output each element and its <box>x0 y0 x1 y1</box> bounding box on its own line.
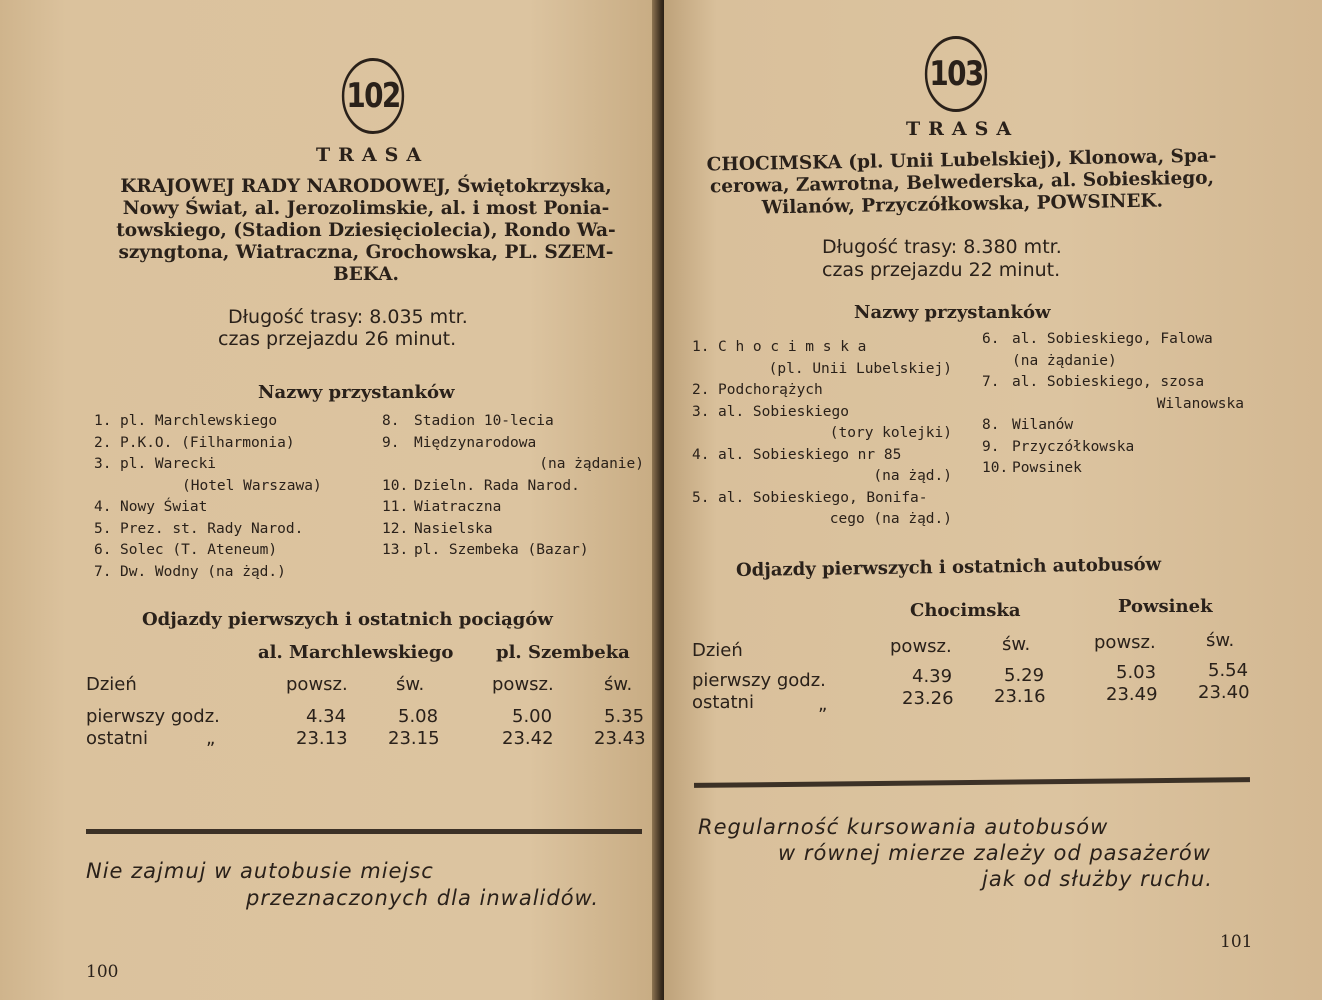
stop-item-continued: Wilanowska <box>1156 395 1244 412</box>
stop-item: 6. al. Sobieskiego, Falowa <box>982 331 1213 347</box>
route-number: 103 <box>929 54 983 94</box>
col-holiday: św. <box>604 674 633 695</box>
stop-item: 11. Wiatraczna <box>382 499 502 515</box>
col-holiday: św. <box>1206 630 1235 651</box>
route-line: towskiego, (Stadion Dziesięciolecia), Rondo Wa- <box>116 220 616 241</box>
stop-item: 13. pl. Szembeka (Bazar) <box>382 542 589 558</box>
route-length: Długość trasy: 8.035 mtr. <box>228 306 468 328</box>
right-page <box>664 0 1322 1000</box>
stop-item: 7. Dw. Wodny (na żąd.) <box>94 563 286 580</box>
route-length: Długość trasy: 8.380 mtr. <box>822 236 1062 258</box>
route-number: 102 <box>346 76 400 116</box>
stop-item: 6. Solec (T. Ateneum) <box>94 542 278 558</box>
time-cell: 23.13 <box>296 728 348 749</box>
col-holiday: św. <box>396 674 425 695</box>
time-cell: 5.35 <box>604 706 645 727</box>
time-cell: 23.26 <box>902 688 954 709</box>
stops-column-1 <box>94 411 374 583</box>
time-cell: 5.03 <box>1116 662 1157 683</box>
col-weekday: powsz. <box>890 636 952 657</box>
ditto-mark: „ <box>818 694 828 715</box>
col-weekday: powsz. <box>492 674 554 695</box>
col-day: Dzień <box>86 674 137 695</box>
stop-item: 10. Powsinek <box>982 460 1082 476</box>
stops-column-2 <box>982 329 1244 480</box>
route-number-badge <box>342 58 404 134</box>
note-line: Nie zajmuj w autobusie miejsc <box>86 859 434 883</box>
stops-title: Nazwy przystanków <box>258 382 455 403</box>
time-cell: 23.42 <box>502 728 554 749</box>
col-holiday: św. <box>1002 634 1031 655</box>
route-line: szyngtona, Wiatraczna, Grochowska, PL. SZEM- <box>118 242 614 263</box>
page-number: 101 <box>1220 932 1253 952</box>
stop-item: 5. Prez. st. Rady Narod. <box>94 520 304 537</box>
route-line: Wilanów, Przyczółkowska, POWSINEK. <box>761 190 1164 219</box>
col-weekday: powsz. <box>1094 632 1156 653</box>
stop-item: 4. Nowy Świat <box>94 499 208 515</box>
time-cell: 4.34 <box>306 706 347 727</box>
time-cell: 5.54 <box>1208 660 1249 681</box>
trasa-label: TRASA <box>906 118 1020 140</box>
page-number: 100 <box>86 962 119 982</box>
stop-item: 3. pl. Warecki <box>94 456 217 472</box>
time-cell: 23.16 <box>994 686 1046 707</box>
stop-item-continued: (na żądanie) <box>1012 352 1117 369</box>
ditto-mark: „ <box>206 728 216 749</box>
time-cell: 23.43 <box>594 728 646 749</box>
stop-item: 4. al. Sobieskiego nr 85 <box>692 446 902 463</box>
stop-item-continued: (tory kolejki) <box>829 425 952 441</box>
stop-item-continued: cego (na żąd.) <box>829 511 952 527</box>
departures-title: Odjazdy pierwszych i ostatnich autobusów <box>735 554 1162 581</box>
stop-item: 7. al. Sobieskiego, szosa <box>982 374 1205 390</box>
stop-item: 8. Stadion 10-lecia <box>382 413 554 429</box>
departures-title: Odjazdy pierwszych i ostatnich pociągów <box>142 609 553 630</box>
route-description <box>88 176 644 286</box>
stop-item-continued: (na żądanie) <box>539 456 644 472</box>
route-line: Nowy Świat, al. Jerozolimskie, al. i most Ponia- <box>122 198 610 219</box>
stop-item: 1. pl. Marchlewskiego <box>94 413 278 429</box>
stop-item-continued: (pl. Unii Lubelskiej) <box>768 360 952 377</box>
stop-item: 1. C h o c i m s k a <box>692 339 867 355</box>
stops-title: Nazwy przystanków <box>854 302 1051 323</box>
route-line: CHOCIMSKA (pl. Unii Lubelskiej), Klonowa, Spa- <box>706 145 1217 176</box>
stop-item: 9. Międzynarodowa <box>382 434 537 451</box>
route-number-badge <box>925 36 987 112</box>
stop-item-continued: (Hotel Warszawa) <box>182 477 322 494</box>
route-duration: czas przejazdu 26 minut. <box>218 328 457 350</box>
time-cell: 5.08 <box>398 706 439 727</box>
stop-item: 2. P.K.O. (Filharmonia) <box>94 434 295 451</box>
terminal-a: al. Marchlewskiego <box>258 642 454 663</box>
divider-rule <box>86 829 642 834</box>
row-last: ostatni <box>692 692 754 713</box>
time-cell: 4.39 <box>912 666 953 687</box>
route-line: KRAJOWEJ RADY NARODOWEJ, Świętokrzyska, <box>120 176 612 197</box>
time-cell: 23.40 <box>1198 682 1250 703</box>
row-first: pierwszy godz. <box>692 670 826 691</box>
time-cell: 5.29 <box>1004 665 1045 686</box>
stop-item: 2. Podchorążych <box>692 382 823 398</box>
stop-item: 9. Przyczółkowska <box>982 438 1135 455</box>
terminal-b: pl. Szembeka <box>496 642 630 663</box>
time-cell: 5.00 <box>512 706 553 727</box>
route-description <box>683 145 1240 221</box>
stop-item-continued: (na żąd.) <box>873 468 952 484</box>
note-line: w równej mierze zależy od pasażerów <box>778 841 1211 865</box>
stops-column-1 <box>692 337 952 531</box>
terminal-a: Chocimska <box>910 600 1021 621</box>
col-day: Dzień <box>692 640 743 661</box>
route-line: BEKA. <box>333 264 399 285</box>
stop-item: 12. Nasielska <box>382 520 493 537</box>
note-line: przeznaczonych dla inwalidów. <box>246 886 600 910</box>
route-duration: czas przejazdu 22 minut. <box>822 259 1061 281</box>
note-line: jak od służby ruchu. <box>982 867 1213 891</box>
terminal-b: Powsinek <box>1118 596 1213 617</box>
stop-item: 8. Wilanów <box>982 417 1074 433</box>
stops-column-2 <box>382 411 644 562</box>
stop-item: 5. al. Sobieskiego, Bonifa- <box>692 489 928 506</box>
divider-rule <box>694 777 1250 788</box>
row-last: ostatni <box>86 728 148 749</box>
row-first: pierwszy godz. <box>86 706 220 727</box>
col-weekday: powsz. <box>286 674 348 695</box>
route-line: cerowa, Zawrotna, Belwederska, al. Sobieskiego, <box>709 167 1215 198</box>
stop-item: 10. Dzieln. Rada Narod. <box>382 477 580 494</box>
trasa-label: TRASA <box>316 144 430 166</box>
note-line: Regularność kursowania autobusów <box>698 815 1109 839</box>
time-cell: 23.15 <box>388 728 440 749</box>
left-page <box>0 0 660 1000</box>
time-cell: 23.49 <box>1106 684 1158 705</box>
stop-item: 3. al. Sobieskiego <box>692 403 849 420</box>
